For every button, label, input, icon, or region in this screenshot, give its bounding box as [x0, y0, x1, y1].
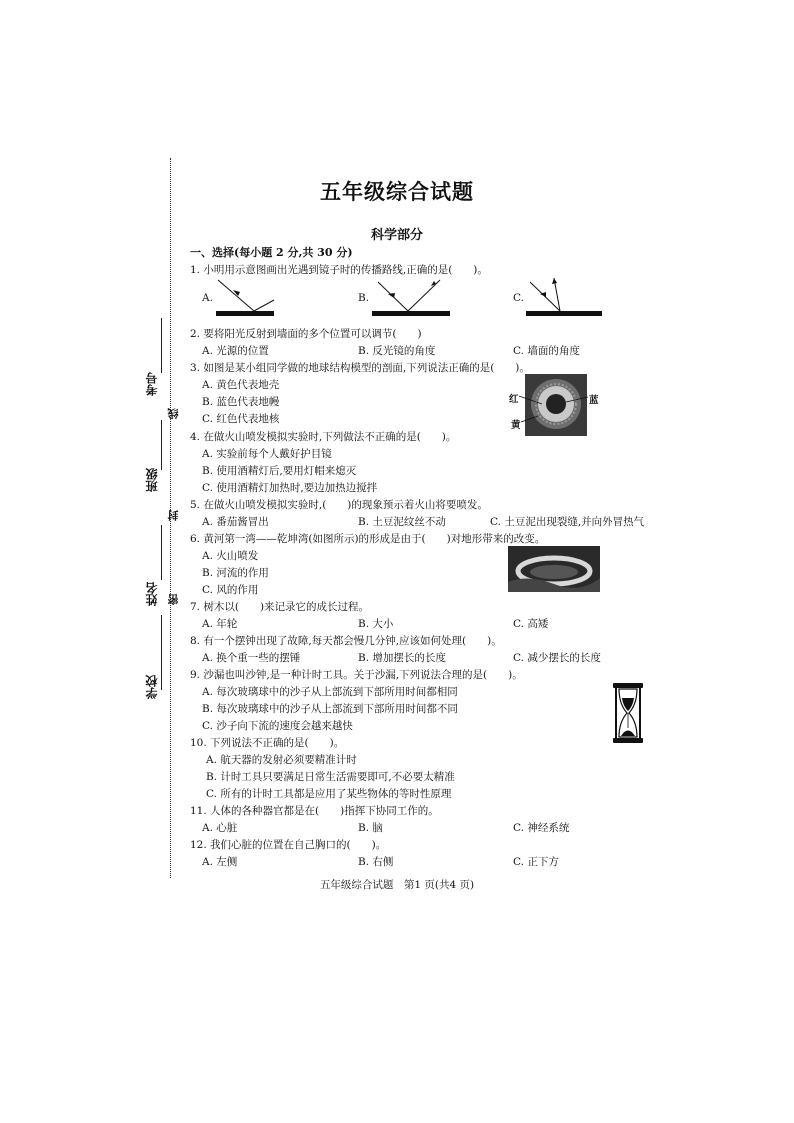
q4-option-c: C. 使用酒精灯加热时,要边加热边搅拌 [202, 482, 378, 494]
page-footer: 五年级综合试题 第1 页(共4 页) [319, 879, 475, 891]
q7-option-c: C. 高矮 [513, 618, 549, 630]
q12-option-c: C. 正下方 [513, 856, 559, 868]
q1-option-b: B. [358, 292, 370, 304]
qiankun-bay-image [508, 546, 600, 592]
q11-option-a: A. 心脏 [202, 822, 238, 834]
q9-option-a: A. 每次玻璃球中的沙子从上部流到下部所用时间都相同 [202, 686, 458, 698]
q1-diagram-c [524, 278, 604, 318]
q9-option-b: B. 每次玻璃球中的沙子从上部流到下部所用时间都不同 [202, 703, 458, 715]
q8-option-b: B. 增加摆长的长度 [358, 652, 446, 664]
q6-option-a: A. 火山喷发 [202, 550, 259, 562]
q7-option-a: A. 年轮 [202, 618, 238, 630]
q10-option-b: B. 计时工具只要满足日常生活需要即可,不必要太精准 [206, 771, 455, 783]
question-10: 10. 下列说法不正确的是( )。 [190, 737, 345, 749]
section-subtitle: 科学部分 [370, 228, 423, 243]
q8-option-a: A. 换个重一些的摆锤 [202, 652, 301, 664]
page-title: 五年级综合试题 [320, 179, 474, 204]
seal-mark-line: 线 [167, 408, 180, 419]
earth-label-yellow: 黄 [511, 420, 521, 431]
q9-option-c: C. 沙子向下流的速度会越来越快 [202, 720, 353, 732]
hourglass-icon [611, 682, 645, 744]
q4-option-a: A. 实验前每个人戴好护目镜 [202, 448, 332, 460]
q10-option-a: A. 航天器的发射必须要精准计时 [206, 754, 357, 766]
question-9: 9. 沙漏也叫沙钟,是一种计时工具。关于沙漏,下列说法合理的是( )。 [190, 669, 523, 681]
question-8: 8. 有一个摆钟出现了故障,每天都会慢几分钟,应该如何处理( )。 [190, 635, 502, 647]
q4-option-b: B. 使用酒精灯后,要用灯帽来熄灭 [202, 465, 357, 477]
field-line-class [161, 420, 162, 470]
q1-diagram-b [370, 278, 452, 318]
q5-option-b: B. 土豆泥纹丝不动 [358, 516, 446, 528]
earth-label-red: 红 [509, 394, 519, 405]
question-5: 5. 在做火山喷发模拟实验时,( )的现象预示着火山将要喷发。 [190, 499, 488, 511]
q7-option-b: B. 大小 [358, 618, 394, 630]
question-7: 7. 树木以( )来记录它的成长过程。 [190, 601, 370, 613]
earth-label-leader-lines [516, 390, 596, 430]
field-line-name [161, 525, 162, 580]
q10-option-c: C. 所有的计时工具都是应用了某些物体的等时性原理 [206, 788, 452, 800]
field-label-exam-number: 考号 [145, 372, 159, 396]
question-4: 4. 在做火山喷发模拟实验时,下列做法不正确的是( )。 [190, 431, 457, 443]
seal-mark-seal: 封 [167, 510, 180, 521]
q3-option-b: B. 蓝色代表地幔 [202, 396, 280, 408]
question-11: 11. 人体的各种器官都是在( )指挥下协同工作的。 [190, 805, 439, 817]
q3-option-c: C. 红色代表地核 [202, 413, 280, 425]
earth-label-blue: 蓝 [589, 395, 599, 406]
q2-option-c: C. 墙面的角度 [513, 345, 580, 357]
field-line-school [161, 615, 162, 690]
question-6: 6. 黄河第一湾——乾坤湾(如图所示)的形成是由于( )对地形带来的改变。 [190, 533, 546, 545]
q11-option-c: C. 神经系统 [513, 822, 570, 834]
section-heading: 一、选择(每小题 2 分,共 30 分) [190, 246, 353, 259]
q2-option-b: B. 反光镜的角度 [358, 345, 436, 357]
field-label-name: 姓名 [145, 582, 159, 606]
q1-option-c: C. [513, 292, 524, 304]
seal-mark-secret: 密 [167, 594, 180, 605]
q2-option-a: A. 光源的位置 [202, 345, 269, 357]
q8-option-c: C. 减少摆长的长度 [513, 652, 601, 664]
q12-option-b: B. 右侧 [358, 856, 394, 868]
q1-diagram-a [214, 278, 276, 318]
q5-option-c: C. 土豆泥出现裂缝,并向外冒热气 [490, 516, 645, 528]
q5-option-a: A. 番茄酱冒出 [202, 516, 269, 528]
q3-option-a: A. 黄色代表地壳 [202, 379, 280, 391]
q6-option-c: C. 风的作用 [202, 584, 259, 596]
question-3: 3. 如图是某小组同学做的地球结构模型的剖面,下列说法正确的是( )。 [190, 362, 530, 374]
q12-option-a: A. 左侧 [202, 856, 238, 868]
question-1: 1. 小明用示意图画出光遇到镜子时的传播路线,正确的是( )。 [190, 264, 488, 276]
field-line-exam-number [161, 318, 162, 373]
q1-option-a: A. [202, 292, 213, 304]
q11-option-b: B. 脑 [358, 822, 383, 834]
q6-option-b: B. 河流的作用 [202, 567, 269, 579]
question-2: 2. 要将阳光反射到墙面的多个位置可以调节( ) [190, 328, 422, 340]
field-label-class: 班级 [145, 468, 159, 492]
question-12: 12. 我们心脏的位置在自己胸口的( )。 [190, 839, 387, 851]
field-label-school: 学校 [145, 675, 159, 699]
